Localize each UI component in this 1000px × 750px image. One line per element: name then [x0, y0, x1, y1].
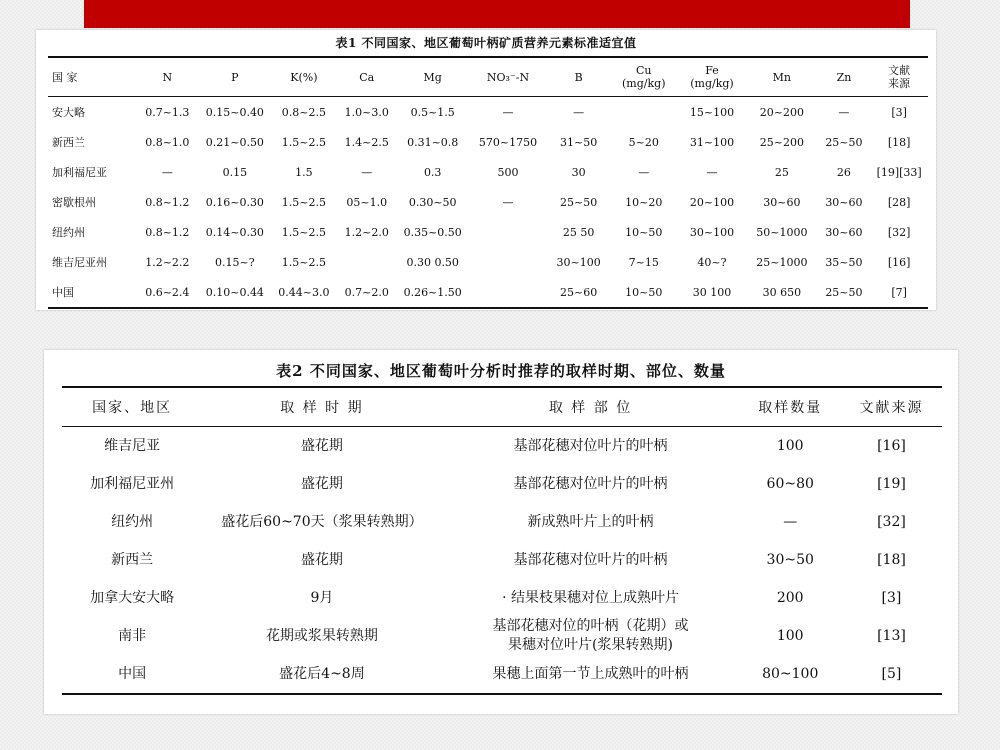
table2-header-cell: 取样数量: [758, 400, 823, 416]
table-cell: 0.30~50: [408, 195, 457, 209]
table1-header-cell: Ca: [359, 70, 375, 84]
table-cell: 25~60: [560, 285, 598, 299]
table1-header-cell: K(%): [290, 70, 318, 84]
table2-scan: [44, 350, 958, 714]
table-cell: 25~50: [825, 285, 863, 299]
table-cell: 25~50: [825, 135, 863, 149]
table-cell: 0.31~0.8: [407, 135, 459, 149]
table-cell: 维吉尼亚州: [52, 256, 107, 269]
table-cell: 0.35~0.50: [403, 225, 462, 239]
table-cell: [16]: [887, 255, 911, 269]
table-cell: 密歇根州: [52, 196, 96, 209]
table-cell: 盛花期: [300, 437, 343, 454]
table-cell: [5]: [881, 665, 902, 682]
table-cell: 0.26~1.50: [403, 285, 462, 299]
table-cell: 盛花期: [300, 475, 343, 492]
table-cell: —: [706, 165, 718, 179]
table-cell: 1.4~2.5: [344, 135, 389, 149]
table-cell: —: [161, 165, 173, 179]
table-cell: 0.8~1.0: [145, 135, 190, 149]
table-cell: 60~80: [766, 475, 814, 492]
table-cell: 0.8~1.2: [145, 225, 190, 239]
header-red-bar: [84, 0, 910, 28]
table-cell: 纽约州: [52, 226, 85, 239]
table1-header-cell: NO₃⁻-N: [486, 70, 530, 84]
table2: [62, 386, 942, 695]
table-cell: [32]: [877, 513, 906, 530]
table-cell: [13]: [877, 627, 906, 644]
table-cell: [19]: [877, 475, 906, 492]
table-cell: 100: [776, 437, 804, 454]
table1-title: 表1 不同国家、地区葡萄叶柄矿质营养元素标准适宜值: [335, 36, 637, 50]
table-cell: 0.16~0.30: [205, 195, 264, 209]
table2-header-cell: 取 样 部 位: [548, 400, 633, 416]
table-cell: 0.8~1.2: [145, 195, 190, 209]
table1-header-row: [48, 57, 928, 97]
table-cell: 基部花穗对位叶片的叶柄: [513, 437, 668, 454]
table-row: [62, 617, 942, 655]
table-row: [62, 655, 942, 694]
table-cell: [18]: [887, 135, 911, 149]
table-row: [48, 127, 928, 157]
table-cell: 25: [774, 165, 789, 179]
table1-scan: [36, 30, 936, 310]
table-cell: 100: [776, 627, 804, 644]
table2-header-cell: 文献来源: [859, 400, 924, 416]
table-cell: 25~200: [759, 135, 804, 149]
table-cell: 10~50: [625, 285, 663, 299]
table-cell: 30~100: [556, 255, 601, 269]
table-cell: 40~?: [697, 255, 727, 269]
table-cell: [3]: [881, 589, 902, 606]
table-cell: 20~200: [759, 105, 804, 119]
table-cell: 0.14~0.30: [205, 225, 264, 239]
table-cell: 0.8~2.5: [281, 105, 326, 119]
table-cell: 30~60: [825, 195, 863, 209]
table-cell: [32]: [887, 225, 911, 239]
table2-body: [62, 427, 942, 695]
table-cell: 9月: [310, 589, 334, 606]
table1-header-cell: N: [162, 70, 173, 84]
table-cell: [16]: [877, 437, 906, 454]
table-cell: 0.15~?: [215, 255, 255, 269]
table1-header-cell: Fe (mg/kg): [690, 64, 734, 90]
table2-header-row: [62, 387, 942, 427]
table-cell: 0.5~1.5: [410, 105, 455, 119]
table-cell: 新西兰: [52, 136, 85, 149]
table-cell: —: [838, 105, 850, 119]
table-cell: [468, 247, 547, 277]
table-cell: 加拿大安大略: [90, 589, 175, 606]
table1-header-cell: P: [231, 70, 239, 84]
table-cell: 30~60: [825, 225, 863, 239]
table-cell: 30 650: [762, 285, 802, 299]
table-cell: 基部花穗对位叶片的叶柄: [513, 551, 668, 568]
table-cell: 570~1750: [478, 135, 538, 149]
table-row: [48, 157, 928, 187]
table-cell: 盛花期: [300, 551, 343, 568]
table-row: [48, 97, 928, 128]
table-cell: 1.2~2.2: [145, 255, 190, 269]
table-cell: 200: [776, 589, 804, 606]
table-cell: 500: [497, 165, 519, 179]
table1-header-cell: Zn: [836, 70, 852, 84]
table-cell: 安大略: [52, 106, 85, 119]
table-cell: 花期或浆果转熟期: [265, 627, 378, 644]
table-cell: 果穗上面第一节上成熟叶的叶柄: [492, 665, 689, 682]
table-cell: —: [638, 165, 650, 179]
table-cell: [468, 277, 547, 308]
table-cell: [3]: [891, 105, 907, 119]
table-cell: 1.2~2.0: [344, 225, 389, 239]
table-cell: 1.5~2.5: [281, 195, 326, 209]
table-cell: 30~100: [689, 225, 735, 239]
table-cell: 新西兰: [111, 551, 154, 568]
table-cell: 20~100: [689, 195, 735, 209]
table-cell: [610, 97, 678, 128]
table-cell: 5~20: [628, 135, 659, 149]
table-cell: —: [573, 105, 585, 119]
table-cell: 中国: [52, 286, 74, 299]
table-cell: 1.5~2.5: [281, 225, 326, 239]
table-cell: 10~20: [625, 195, 663, 209]
table-row: [48, 217, 928, 247]
table-cell: 加利福尼亚: [52, 166, 107, 179]
table-cell: 1.5~2.5: [281, 255, 326, 269]
table-cell: 0.15~0.40: [205, 105, 264, 119]
table-cell: 25~1000: [756, 255, 808, 269]
table-cell: 0.7~1.3: [145, 105, 190, 119]
table-row: [62, 541, 942, 579]
table-cell: [28]: [887, 195, 911, 209]
table-cell: 26: [836, 165, 851, 179]
table-cell: [18]: [877, 551, 906, 568]
table-cell: 05~1.0: [346, 195, 388, 209]
table-cell: 30~60: [763, 195, 801, 209]
table-cell: [19][33]: [876, 165, 922, 179]
table-cell: 7~15: [628, 255, 659, 269]
table-cell: 30: [571, 165, 586, 179]
table-cell: [336, 247, 397, 277]
table-cell: 0.7~2.0: [344, 285, 389, 299]
table-cell: 15~100: [689, 105, 735, 119]
table-cell: 中国: [118, 665, 147, 682]
table-cell: —: [783, 513, 798, 530]
table1-header-cell: B: [574, 70, 583, 84]
table1-header-cell: Cu (mg/kg): [622, 64, 666, 90]
table-row: [48, 277, 928, 308]
table-cell: · 结果枝果穗对位上成熟叶片: [502, 589, 679, 606]
table-cell: 盛花后4~8周: [279, 665, 365, 682]
table1-header-cell: 文献 来源: [888, 64, 911, 90]
table-cell: 31~100: [689, 135, 735, 149]
table-cell: 0.21~0.50: [205, 135, 264, 149]
table-cell: 0.6~2.4: [145, 285, 190, 299]
table-cell: [7]: [891, 285, 907, 299]
table-row: [62, 503, 942, 541]
table-row: [48, 187, 928, 217]
table-cell: 25 50: [562, 225, 595, 239]
table-cell: 0.3: [423, 165, 442, 179]
table-cell: —: [502, 105, 514, 119]
table-cell: 加利福尼亚州: [90, 475, 175, 492]
table1-header-cell: Mn: [772, 70, 792, 84]
table-cell: —: [502, 195, 514, 209]
table-cell: 1.0~3.0: [344, 105, 389, 119]
table-row: [62, 579, 942, 617]
table-cell: 0.30 0.50: [406, 255, 459, 269]
table-cell: 31~50: [560, 135, 598, 149]
table-cell: 35~50: [825, 255, 863, 269]
table-cell: 基部花穗对位的叶柄（花期）或 果穗对位叶片(浆果转熟期): [492, 618, 689, 653]
table-cell: 0.10~0.44: [205, 285, 264, 299]
table-cell: 1.5~2.5: [281, 135, 326, 149]
table-row: [62, 427, 942, 466]
table-row: [62, 465, 942, 503]
table-cell: 25~50: [560, 195, 598, 209]
table-cell: 南非: [118, 627, 147, 644]
table-cell: [468, 217, 547, 247]
table-cell: 30 100: [692, 285, 732, 299]
table-cell: 30~50: [766, 551, 814, 568]
table1-header-cell: 国 家: [52, 70, 78, 84]
table2-header-cell: 取 样 时 期: [280, 400, 364, 416]
table-cell: 0.15: [222, 165, 248, 179]
table-cell: —: [361, 165, 373, 179]
table-cell: 10~50: [625, 225, 663, 239]
table-cell: 基部花穗对位叶片的叶柄: [513, 475, 668, 492]
table1: [48, 56, 928, 309]
table-cell: 维吉尼亚: [104, 437, 161, 454]
table-cell: 0.44~3.0: [278, 285, 330, 299]
table2-title: 表2 不同国家、地区葡萄叶分析时推荐的取样时期、部位、数量: [276, 362, 726, 380]
table-cell: 1.5: [295, 165, 313, 179]
table-cell: 80~100: [762, 665, 819, 682]
table1-body: [48, 97, 928, 309]
table-cell: 纽约州: [111, 513, 154, 530]
table-cell: 新成熟叶片上的叶柄: [527, 513, 654, 530]
table-row: [48, 247, 928, 277]
table-cell: 50~1000: [756, 225, 808, 239]
table1-header-cell: Mg: [423, 70, 442, 84]
table2-header-cell: 国家、地区: [92, 400, 173, 416]
table-cell: 盛花后60~70天（浆果转熟期）: [221, 513, 423, 530]
